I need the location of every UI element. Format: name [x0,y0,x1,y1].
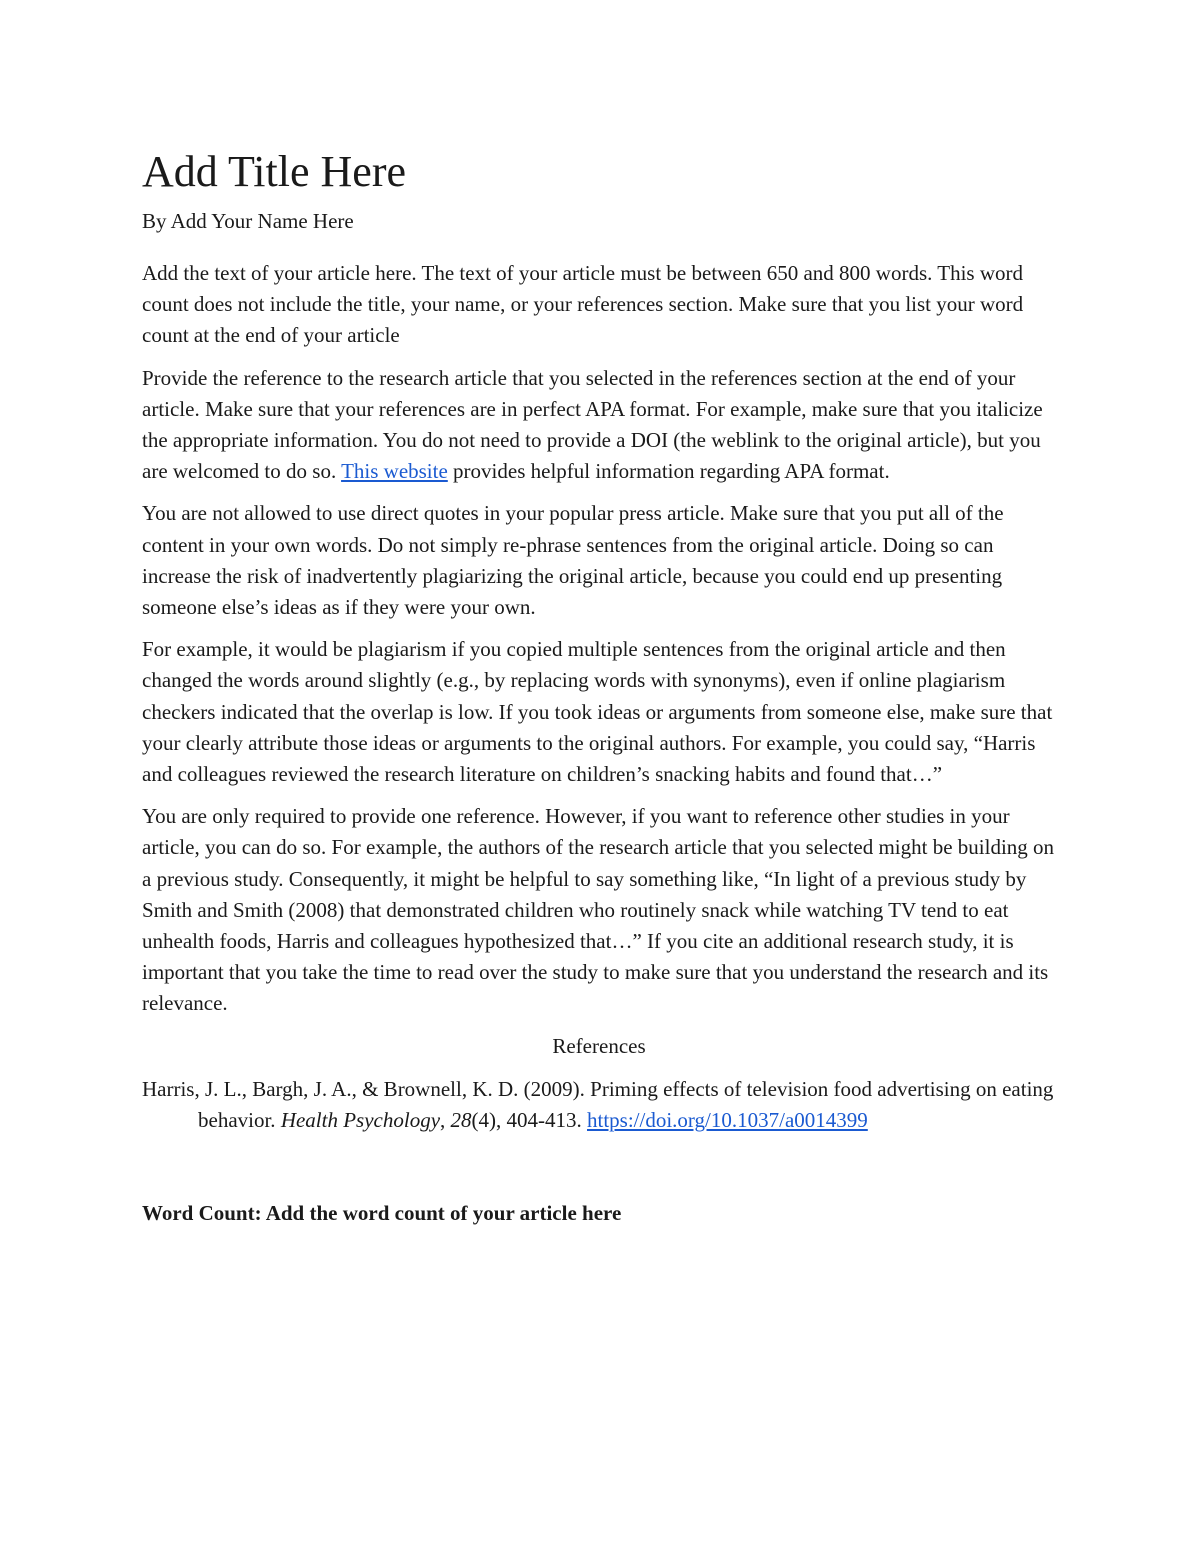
paragraph-3: You are not allowed to use direct quotes in your popular press article. Make sure that you put all of the content in your own words. Do not simply re-phrase sentences from the original article. Doing so can increase the risk of inadvertently plagiarizing the original article, because you could end up presenting someone else’s ideas as if they were your own. [142,501,1004,620]
author-byline: By Add Your Name Here [142,209,354,233]
paragraph-2-text-after-link: provides helpful information regarding APA format. [447,459,890,484]
paragraph-2 [142,363,1056,488]
paragraph-5: You are only required to provide one reference. However, if you want to reference other studies in your article, you can do so. For example, the authors of the research article that you selected might be building on a previous study. Consequently, it might be helpful to say something like, “In light of a previous study by Smith and Smith (2008) that demonstrated children who routinely snack while watching TV tend to eat unhealth foods, Harris and colleagues hypothesized that…” If you cite an additional research study, it is important that you take the time to read over the study to make sure that you understand the research and its relevance. [142,804,1055,1016]
paragraph-2-text-before-link: Provide the reference to the research article that you selected in the references section at the end of your article. Make sure that your references are in perfect APA format. For example, make sure that you italicize the appropriate information. You do not need to provide a DOI (the weblink to the original article), but you are welcomed to do so. [142,365,1043,484]
document-page [142,142,1056,1229]
reference-journal: Health Psychology [280,1107,441,1132]
reference-entry [142,1074,1056,1136]
reference-issue-pages: (4), 404-413. [471,1107,587,1132]
references-heading: References [552,1033,646,1058]
paragraph-1: Add the text of your article here. The text of your article must be between 650 and 800 words. This word count does not include the title, your name, or your references section. Make sure that you list your word count at the end of your article [142,261,1024,348]
reference-separator: , [440,1107,451,1132]
article-title: Add Title Here [142,147,406,196]
reference-doi-link[interactable]: https://doi.org/10.1037/a0014399 [587,1107,868,1132]
reference-authors-title: Harris, J. L., Bargh, J. A., & Brownell, K. D. (2009). Priming effects of television food advertising on eating behavior. [142,1076,1054,1132]
paragraph-4: For example, it would be plagiarism if you copied multiple sentences from the original article and then changed the words around slightly (e.g., by replacing words with synonyms), even if online plagiarism checkers indicated that the overlap is low. If you took ideas or arguments from someone else, make sure that your clearly attribute those ideas or arguments to the original authors. For example, you could say, “Harris and colleagues reviewed the research literature on children’s snacking habits and found that…” [142,637,1053,787]
reference-volume: 28 [450,1107,472,1132]
word-count-label: Word Count: Add the word count of your article here [142,1200,622,1225]
apa-website-link[interactable]: This website [341,459,448,484]
